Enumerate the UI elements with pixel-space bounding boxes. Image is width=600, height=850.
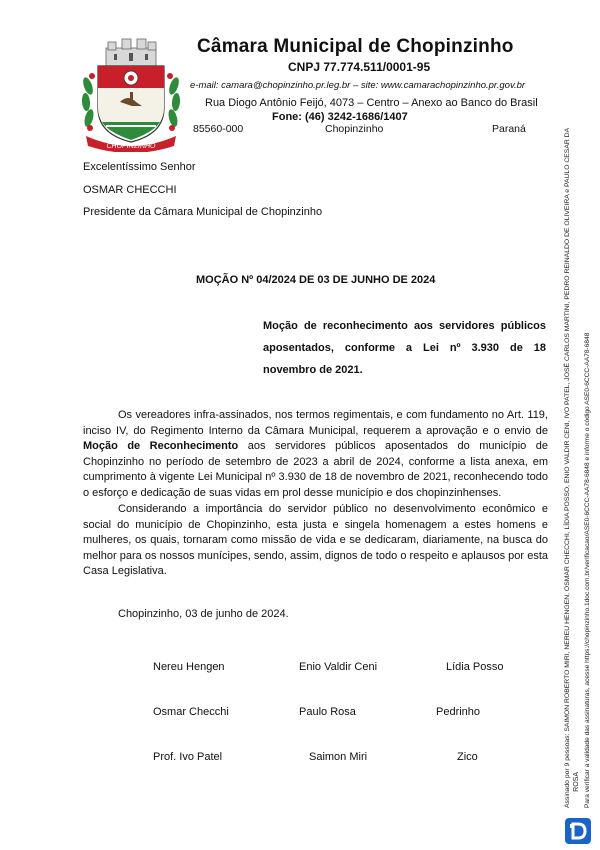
signatory: Enio Valdir Ceni — [299, 661, 378, 673]
signatory: Osmar Checchi — [153, 706, 229, 718]
motion-summary: Moção de reconhecimento aos servidores públicos aposentados, conforme a Lei nº 3.930 de 18 novembro de 2021. — [263, 320, 546, 376]
institution-name: Câmara Municipal de Chopinzinho — [197, 36, 514, 57]
recipient-name: OSMAR CHECCHI — [83, 184, 177, 196]
signatory: Paulo Rosa — [299, 706, 356, 718]
paragraph-2: Considerando a importância do servidor público no desenvolvimento econômico e social do município de Chopinzinho, esta justa e singela homenagem a estes homens e mulheres, os quais, tornaram como missão de vida e se dedicaram, diariamente, na busca do melhor para os nossos munícipes, sendo, assim, dignos de todo o respeito e aplausos por esta Casa Legislativa. — [83, 503, 548, 578]
signatory: Prof. Ivo Patel — [153, 751, 223, 763]
signature-notice-cont: ROSA — [573, 772, 580, 792]
signatory: Pedrinho — [436, 706, 481, 718]
recipient-role: Presidente da Câmara Municipal de Chopinzinho — [83, 206, 323, 218]
signatory: Saimon Miri — [309, 751, 368, 763]
city: Chopinzinho — [325, 123, 384, 135]
verification-notice: Para verificar a validade das assinaturas, acesse https://chopinzinho.1doc.com.br/verificacao/ASE0-6CCC-AA78-6848 e informe o código ASE0-6CCC-AA78-6848 — [584, 332, 591, 808]
signatory: Nereu Hengen — [153, 661, 225, 673]
phone-line: Fone: (46) 3242-1686/1407 — [272, 111, 408, 123]
place-date: Chopinzinho, 03 de junho de 2024. — [118, 608, 289, 620]
postal-code: 85560-000 — [193, 123, 244, 135]
cnpj: CNPJ 77.774.511/0001-95 — [288, 60, 431, 74]
state: Paraná — [492, 123, 526, 135]
municipal-coat-of-arms-icon — [78, 36, 184, 152]
d4sign-logo-icon — [565, 818, 591, 844]
paragraph-1: Os vereadores infra-assinados, nos termos regimentais, e com fundamento no Art. 119, inciso IV, do Regimento Interno da Câmara Municipal, requerem a aprovação e o envio de Moção de Reconhecimento aos servidores públicos aposentados do município de Chopinzinho no período de setembro de 2023 a abril de 2024, conforme a lista anexa, em cumprimento à vigente Lei Municipal nº 3.930 de 18 de novembro de 2021, reconhecendo todo o esforço e dedicação de suas vidas em prol desse município e dos chopinzinhenses. — [83, 409, 548, 499]
signature-notice: Assinado por 9 pessoas: SAIMON ROBERTO MIRI, NEREU HENGEN, OSMAR CHECCHI, LÍDIA POSSO, ENIO VALDIR CENI, IVO PATEL, JOSÉ CARLOS MARTINI, PEDRO REINALDO DE OLIVEIRA e PAULO CESAR DA — [564, 127, 571, 808]
motion-emphasis: Moção de Reconhecimento — [83, 440, 239, 453]
motion-title: MOÇÃO Nº 04/2024 DE 03 DE JUNHO DE 2024 — [196, 274, 436, 286]
salutation: Excelentíssimo Senhor — [83, 161, 196, 173]
contact-line: e-mail: camara@chopinzinho.pr.leg.br – site: www.camarachopinzinho.pr.gov.br — [190, 80, 526, 91]
signatory: Zico — [457, 751, 478, 763]
signatory: Lídia Posso — [446, 661, 504, 673]
crest-ribbon-text: CHOPINZINHO — [106, 143, 156, 150]
address-line: Rua Diogo Antônio Feijó, 4073 – Centro – Anexo ao Banco do Brasil — [205, 97, 538, 109]
